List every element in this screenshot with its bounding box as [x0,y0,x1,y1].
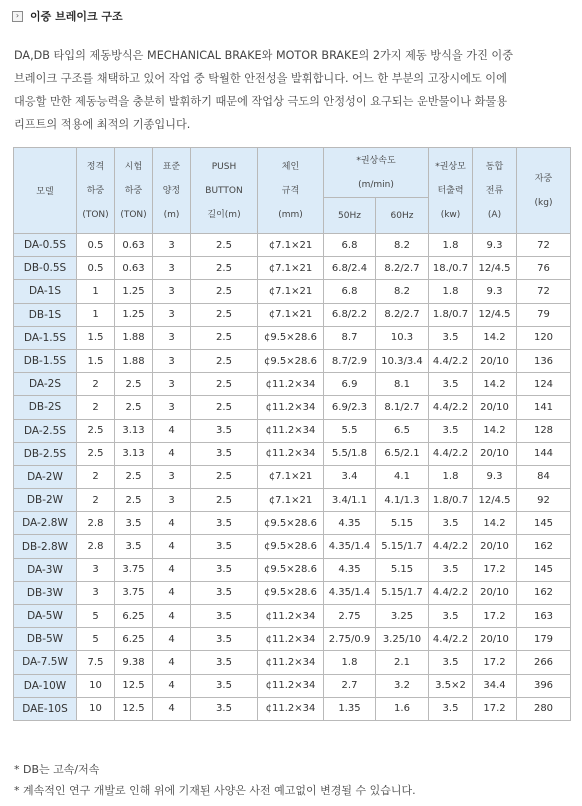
table-cell: ¢9.5×28.6 [258,581,324,604]
intro-line: 브레이크 구조를 채택하고 있어 작업 중 탁월한 안전성을 발휘합니다. 어느 한 부분의 고장시에도 이에 [14,72,507,85]
table-cell: 8.7 [324,326,376,349]
table-cell: 128 [517,419,571,442]
table-cell: ¢11.2×34 [258,674,324,697]
table-cell: 3.5 [429,651,473,674]
table-cell: 76 [517,257,571,280]
table-cell: ¢11.2×34 [258,442,324,465]
table-row [14,257,571,280]
table-cell: 2 [77,465,115,488]
table-cell: 3.5 [191,535,258,558]
table-cell: 3.75 [115,558,153,581]
table-row [14,489,571,512]
table-cell: 1.88 [115,349,153,372]
intro-line: 대응할 만한 제동능력을 충분히 발휘하기 때문에 작업상 극도의 안정성이 요구되는 운반물이나 화물용 [14,95,508,108]
table-cell: 4.35 [324,558,376,581]
table-cell: 2.75 [324,605,376,628]
table-cell: 2.8 [77,512,115,535]
table-cell: 3.5 [191,558,258,581]
table-cell: 1.8 [429,234,473,257]
table-cell: 3.5 [429,419,473,442]
table-cell: 2 [77,489,115,512]
table-cell: 2.5 [77,419,115,442]
table-cell: 2.75/0.9 [324,628,376,651]
table-cell: 280 [517,697,571,720]
table-cell: 3 [153,303,191,326]
table-cell: 2.5 [115,396,153,419]
table-cell: 2.7 [324,674,376,697]
table-cell: ¢11.2×34 [258,605,324,628]
table-row [14,628,571,651]
table-cell: 4.4/2.2 [429,396,473,419]
model-cell: DA-10W [14,674,77,697]
table-row [14,558,571,581]
table-cell: 2.5 [191,234,258,257]
table-cell: 2.5 [191,465,258,488]
model-cell: DB-2S [14,396,77,419]
table-cell: 3.5 [191,419,258,442]
table-cell: 8.2/2.7 [376,303,429,326]
table-cell: 3.5 [191,442,258,465]
table-cell: 8.2 [376,234,429,257]
table-cell: 8.1/2.7 [376,396,429,419]
table-cell: 3.5 [115,512,153,535]
table-cell: 0.63 [115,257,153,280]
intro-line: 리프트의 적용에 최적의 기종입니다. [14,118,191,131]
table-cell: ¢7.1×21 [258,465,324,488]
table-cell: 1.8 [429,465,473,488]
table-cell: 120 [517,326,571,349]
table-row [14,303,571,326]
table-row [14,234,571,257]
table-cell: ¢9.5×28.6 [258,535,324,558]
table-cell: 14.2 [473,419,517,442]
table-cell: ¢11.2×34 [258,373,324,396]
table-cell: 3 [153,326,191,349]
table-cell: 2 [77,396,115,419]
table-cell: 9.3 [473,280,517,303]
table-cell: 5.5/1.8 [324,442,376,465]
table-cell: 2.5 [191,489,258,512]
table-cell: 1.35 [324,697,376,720]
table-cell: 2.8 [77,535,115,558]
model-cell: DB-2.5S [14,442,77,465]
table-cell: ¢7.1×21 [258,303,324,326]
table-cell: ¢11.2×34 [258,628,324,651]
table-cell: 3 [153,234,191,257]
table-cell: 4.4/2.2 [429,535,473,558]
table-cell: 3.25 [376,605,429,628]
intro-line: DA,DB 타입의 제동방식은 MECHANICAL BRAKE와 MOTOR BRAKE의 2가지 제동 방식을 가진 이중 [14,49,514,62]
note-line: * DB는 고속/저속 [14,763,100,776]
table-cell: ¢11.2×34 [258,651,324,674]
model-cell: DA-1.5S [14,326,77,349]
table-cell: 6.8 [324,280,376,303]
table-cell: 3 [153,257,191,280]
model-cell: DA-2W [14,465,77,488]
table-cell: ¢9.5×28.6 [258,558,324,581]
table-cell: 1.88 [115,326,153,349]
table-cell: 124 [517,373,571,396]
table-cell: 162 [517,581,571,604]
table-cell: 3.5 [429,326,473,349]
table-cell: 4 [153,628,191,651]
model-cell: DA-2.5S [14,419,77,442]
header-speed-50hz: 50Hz [324,198,376,234]
table-cell: 10.3/3.4 [376,349,429,372]
table-cell: 8.1 [376,373,429,396]
table-cell: 3.13 [115,442,153,465]
model-cell: DA-3W [14,558,77,581]
table-cell: 2 [77,373,115,396]
table-cell: 2.5 [191,326,258,349]
table-cell: 84 [517,465,571,488]
table-row [14,512,571,535]
table-cell: 17.2 [473,558,517,581]
table-cell: 20/10 [473,396,517,419]
note-line: * 계속적인 연구 개발로 인해 위에 기재된 사양은 사전 예고없이 변경될 수 있습니다. [14,784,416,797]
notes [14,759,416,801]
table-cell: 3.4/1.1 [324,489,376,512]
table-cell: 3.5 [191,605,258,628]
header-model: 모델 [14,148,77,234]
table-cell: 3 [153,280,191,303]
header-power: 동합 전류 (A) [473,148,517,234]
table-cell: 10 [77,697,115,720]
model-cell: DA-1S [14,280,77,303]
table-cell: 396 [517,674,571,697]
model-cell: DA-5W [14,605,77,628]
table-cell: 1.25 [115,303,153,326]
table-cell: 3.5 [429,605,473,628]
table-cell: 145 [517,512,571,535]
table-cell: 2.5 [191,396,258,419]
table-cell: ¢7.1×21 [258,280,324,303]
table-cell: ¢11.2×34 [258,419,324,442]
table-cell: ¢11.2×34 [258,396,324,419]
table-cell: 6.8/2.2 [324,303,376,326]
table-cell: 0.5 [77,234,115,257]
table-cell: 4.4/2.2 [429,581,473,604]
table-cell: ¢7.1×21 [258,234,324,257]
table-cell: 72 [517,234,571,257]
table-cell: 3.5 [191,697,258,720]
table-row [14,442,571,465]
table-cell: 8.2 [376,280,429,303]
intro-paragraph [14,44,572,136]
table-cell: 18./0.7 [429,257,473,280]
table-cell: 6.9 [324,373,376,396]
table-cell: 3.5 [429,558,473,581]
header-test-load: 시험 하중 (TON) [115,148,153,234]
header-rated-load: 정격 하중 (TON) [77,148,115,234]
table-cell: 2.5 [191,257,258,280]
table-cell: 1.6 [376,697,429,720]
table-cell: 1.8/0.7 [429,489,473,512]
table-cell: 3 [153,465,191,488]
table-cell: 6.8 [324,234,376,257]
table-cell: 6.5/2.1 [376,442,429,465]
model-cell: DB-5W [14,628,77,651]
table-cell: 144 [517,442,571,465]
table-row [14,419,571,442]
table-cell: 17.2 [473,651,517,674]
table-cell: 4.35/1.4 [324,581,376,604]
table-cell: 10 [77,674,115,697]
table-cell: 3 [153,349,191,372]
table-cell: ¢11.2×34 [258,697,324,720]
table-row [14,280,571,303]
table-cell: 17.2 [473,605,517,628]
table-cell: 4 [153,674,191,697]
table-cell: 3.5 [429,512,473,535]
table-cell: 2.5 [115,465,153,488]
table-cell: 5.5 [324,419,376,442]
table-cell: 1 [77,280,115,303]
table-cell: 1.8 [429,280,473,303]
table-cell: 12/4.5 [473,303,517,326]
table-row [14,349,571,372]
table-cell: 4.1/1.3 [376,489,429,512]
table-cell: 9.3 [473,234,517,257]
table-cell: 1.8 [324,651,376,674]
table-cell: 1.5 [77,349,115,372]
table-cell: 5.15/1.7 [376,581,429,604]
section-title-text: 이중 브레이크 구조 [30,10,123,23]
model-cell: DB-2.8W [14,535,77,558]
table-cell: 141 [517,396,571,419]
table-cell: 12.5 [115,697,153,720]
header-chain: 체인 규격 (mm) [258,148,324,234]
table-cell: 1.5 [77,326,115,349]
table-row [14,674,571,697]
table-cell: 1.25 [115,280,153,303]
header-speed-group: *권상속도 (m/min) [324,148,429,198]
table-row [14,373,571,396]
table-cell: 0.63 [115,234,153,257]
table-row [14,535,571,558]
model-cell: DB-1S [14,303,77,326]
table-cell: 12/4.5 [473,489,517,512]
table-cell: 10.3 [376,326,429,349]
table-cell: 3.5 [191,581,258,604]
table-cell: ¢9.5×28.6 [258,512,324,535]
table-cell: 4.4/2.2 [429,442,473,465]
table-cell: 4.1 [376,465,429,488]
table-cell: 5.15 [376,512,429,535]
table-cell: 3 [77,558,115,581]
table-cell: 3 [77,581,115,604]
table-cell: 20/10 [473,628,517,651]
table-cell: 3.13 [115,419,153,442]
table-cell: 3 [153,373,191,396]
table-cell: 162 [517,535,571,558]
table-cell: 4 [153,581,191,604]
table-row [14,605,571,628]
table-cell: 3.75 [115,581,153,604]
table-cell: 5 [77,605,115,628]
table-cell: 145 [517,558,571,581]
table-cell: 3.5 [115,535,153,558]
table-cell: 20/10 [473,581,517,604]
table-cell: 12.5 [115,674,153,697]
table-cell: 3.5×2 [429,674,473,697]
table-cell: 1.8/0.7 [429,303,473,326]
table-cell: 3.5 [429,697,473,720]
table-cell: 5.15/1.7 [376,535,429,558]
table-cell: 4 [153,535,191,558]
table-cell: 4.35 [324,512,376,535]
table-cell: ¢9.5×28.6 [258,326,324,349]
model-cell: DA-2S [14,373,77,396]
table-cell: 3.2 [376,674,429,697]
table-cell: 9.3 [473,465,517,488]
table-row [14,465,571,488]
table-cell: 3.5 [191,628,258,651]
table-cell: 6.25 [115,628,153,651]
model-cell: DB-0.5S [14,257,77,280]
table-cell: 17.2 [473,697,517,720]
table-cell: 1 [77,303,115,326]
spec-table [13,147,571,721]
table-cell: 4 [153,651,191,674]
table-row [14,326,571,349]
table-cell: 6.5 [376,419,429,442]
table-cell: 4 [153,442,191,465]
model-cell: DA-0.5S [14,234,77,257]
table-cell: 92 [517,489,571,512]
table-row [14,651,571,674]
table-cell: 20/10 [473,535,517,558]
table-cell: 179 [517,628,571,651]
table-cell: 0.5 [77,257,115,280]
table-cell: 2.5 [191,349,258,372]
header-speed-60hz: 60Hz [376,198,429,234]
table-cell: 3.5 [191,674,258,697]
table-cell: 3.25/10 [376,628,429,651]
table-cell: 3 [153,396,191,419]
table-cell: 4 [153,605,191,628]
table-cell: 12/4.5 [473,257,517,280]
table-cell: 2.5 [115,373,153,396]
table-cell: 3.5 [191,651,258,674]
table-cell: 2.5 [191,373,258,396]
table-cell: 34.4 [473,674,517,697]
table-cell: 4 [153,697,191,720]
table-cell: 3.4 [324,465,376,488]
table-cell: 8.2/2.7 [376,257,429,280]
section-title [12,8,123,24]
table-cell: 9.38 [115,651,153,674]
table-cell: 4.4/2.2 [429,349,473,372]
table-cell: 266 [517,651,571,674]
table-cell: 14.2 [473,326,517,349]
table-cell: 2.5 [191,303,258,326]
table-cell: 6.8/2.4 [324,257,376,280]
table-cell: ¢7.1×21 [258,489,324,512]
spec-table-body [14,234,571,721]
table-cell: ¢9.5×28.6 [258,349,324,372]
model-cell: DAE-10S [14,697,77,720]
model-cell: DA-2.8W [14,512,77,535]
header-standard-lift: 표준 양정 (m) [153,148,191,234]
table-cell: 4.35/1.4 [324,535,376,558]
table-cell: 2.5 [191,280,258,303]
table-cell: 3 [153,489,191,512]
table-cell: 7.5 [77,651,115,674]
table-row [14,581,571,604]
table-cell: 8.7/2.9 [324,349,376,372]
table-cell: ¢7.1×21 [258,257,324,280]
table-cell: 2.1 [376,651,429,674]
table-cell: 5.15 [376,558,429,581]
table-row [14,396,571,419]
header-push-button: PUSH BUTTON 길이(m) [191,148,258,234]
chevron-right-icon: › [12,11,23,22]
table-cell: 3.5 [429,373,473,396]
table-cell: 163 [517,605,571,628]
table-cell: 2.5 [115,489,153,512]
model-cell: DB-2W [14,489,77,512]
table-cell: 6.9/2.3 [324,396,376,419]
table-cell: 4 [153,558,191,581]
table-cell: 136 [517,349,571,372]
table-row [14,697,571,720]
table-cell: 14.2 [473,373,517,396]
header-motor: *권상모 터출력 (kw) [429,148,473,234]
table-cell: 20/10 [473,349,517,372]
table-cell: 4 [153,419,191,442]
table-cell: 3.5 [191,512,258,535]
table-cell: 79 [517,303,571,326]
table-cell: 2.5 [77,442,115,465]
table-cell: 72 [517,280,571,303]
table-cell: 5 [77,628,115,651]
table-cell: 14.2 [473,512,517,535]
table-cell: 4.4/2.2 [429,628,473,651]
model-cell: DB-1.5S [14,349,77,372]
table-cell: 6.25 [115,605,153,628]
model-cell: DB-3W [14,581,77,604]
table-cell: 4 [153,512,191,535]
header-weight: 자중 (kg) [517,148,571,234]
table-cell: 20/10 [473,442,517,465]
model-cell: DA-7.5W [14,651,77,674]
